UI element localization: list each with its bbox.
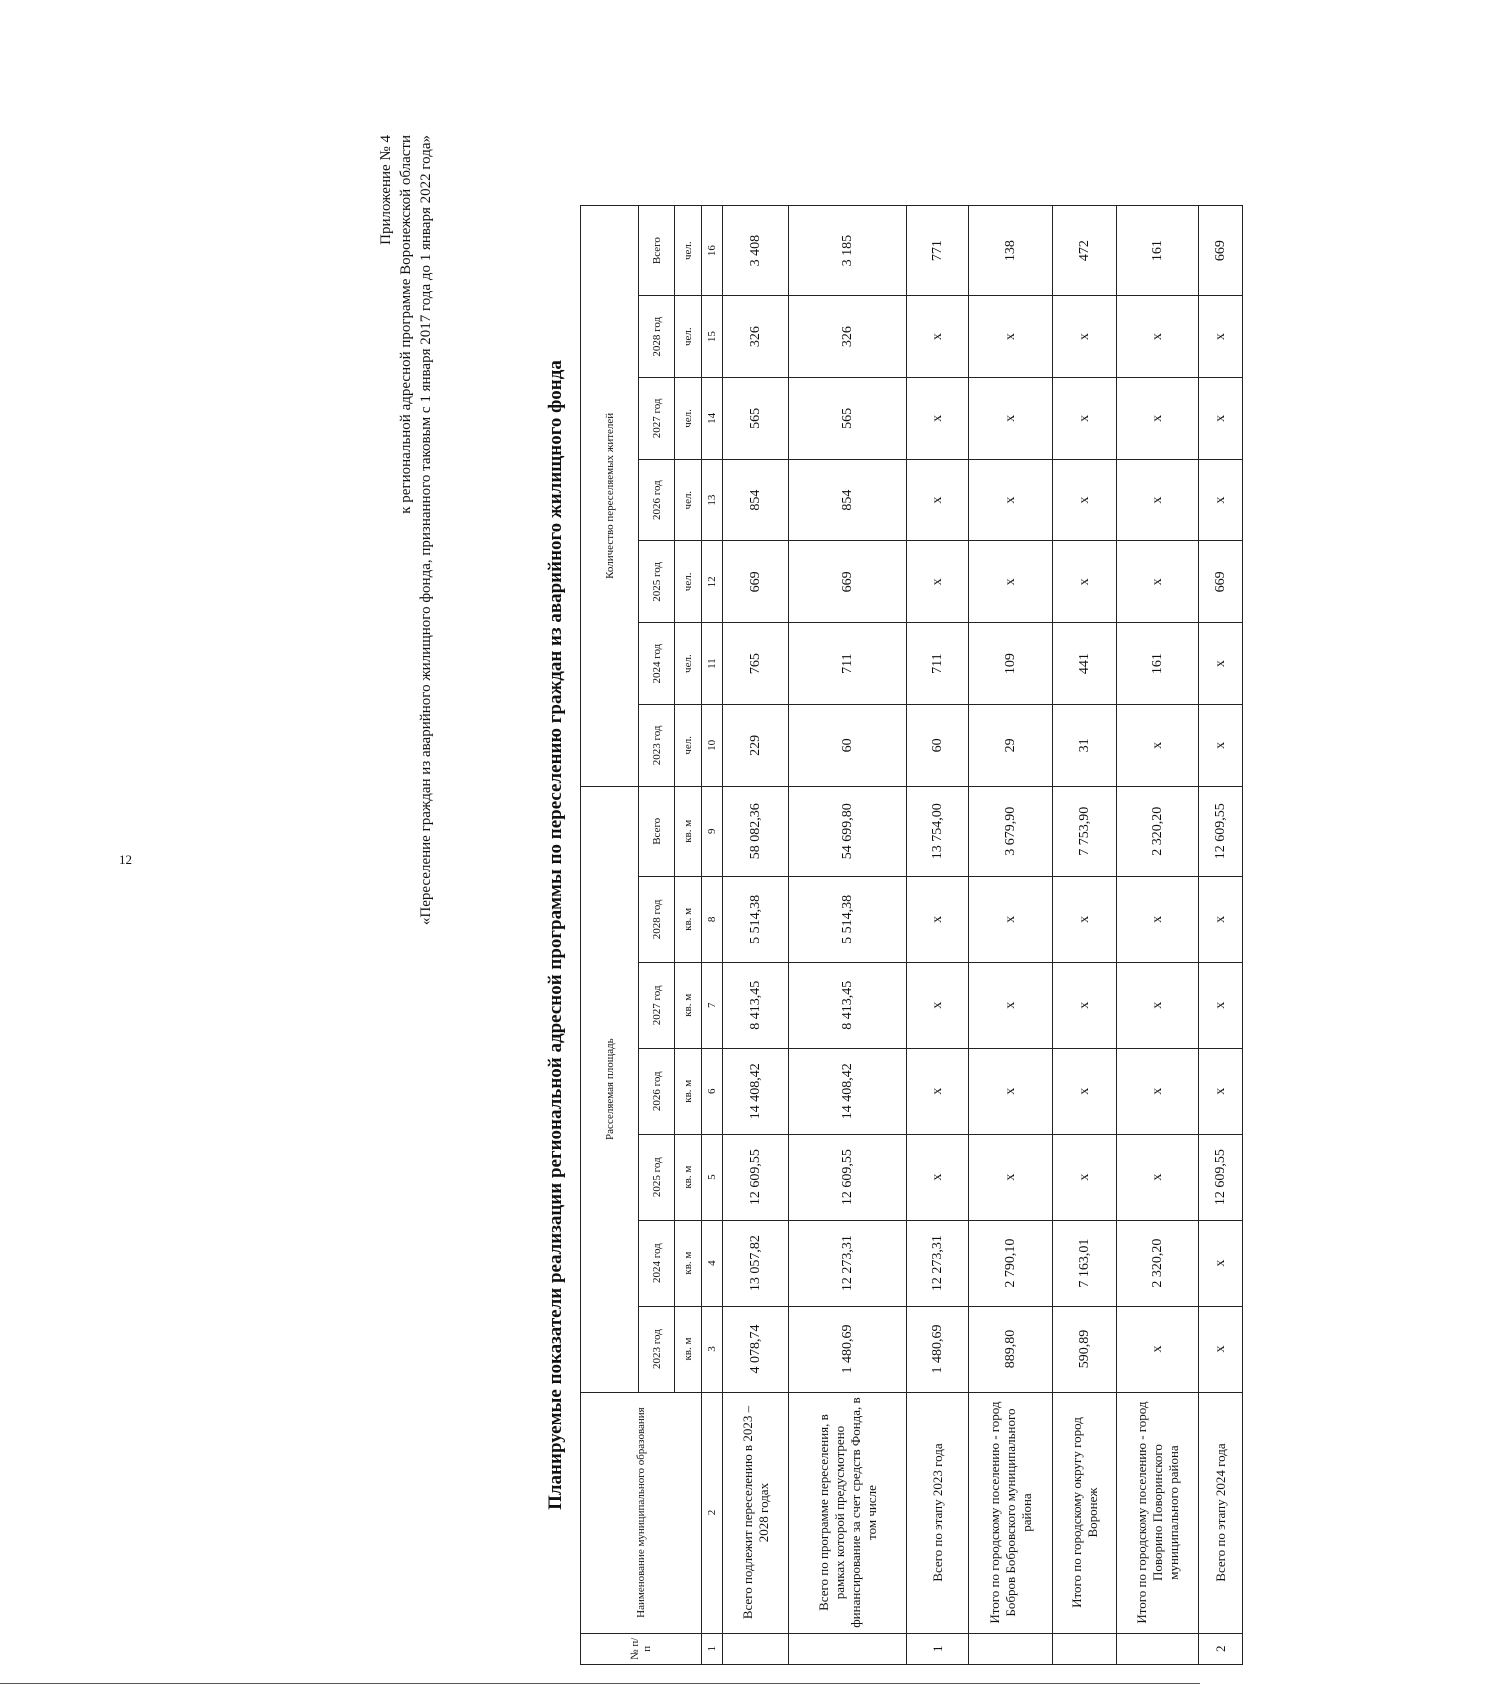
- people-total-cell: 669: [1199, 206, 1243, 296]
- row-name: Всего по этапу 2024 года: [1199, 1392, 1243, 1633]
- people-total-cell: 138: [969, 206, 1053, 296]
- column-number: 12: [702, 541, 723, 623]
- people-cell: x: [1117, 704, 1199, 786]
- header-year: 2028 год: [639, 876, 675, 962]
- area-cell: 12 609,55: [723, 1134, 789, 1220]
- area-cell: x: [1199, 1220, 1243, 1306]
- people-cell: 326: [723, 296, 789, 378]
- area-cell: 14 408,42: [723, 1048, 789, 1134]
- header-year: 2026 год: [639, 459, 675, 541]
- people-cell: 565: [723, 378, 789, 460]
- area-cell: 14 408,42: [789, 1048, 907, 1134]
- appendix-note: [376, 135, 436, 1235]
- row-name: Итого по городскому поселению - город Поворино Поворинского муниципального района: [1117, 1392, 1199, 1633]
- area-cell: 8 413,45: [789, 962, 907, 1048]
- table-row: [1117, 206, 1199, 1665]
- header-year: 2024 год: [639, 1220, 675, 1306]
- area-cell: x: [1053, 962, 1117, 1048]
- people-cell: x: [1117, 541, 1199, 623]
- area-cell: x: [969, 962, 1053, 1048]
- appendix-program: к региональной адресной программе Воронежской области: [398, 135, 414, 514]
- appendix-program-title: «Переселение граждан из аварийного жилищного фонда, признанного таковым с 1 января 2017 года до 1 января 2022 года»: [418, 135, 434, 926]
- area-total-cell: 2 320,20: [1117, 786, 1199, 876]
- unit-area: кв. м: [675, 1306, 702, 1392]
- table-row: [1053, 206, 1117, 1665]
- people-cell: x: [1117, 459, 1199, 541]
- people-cell: 161: [1117, 623, 1199, 705]
- scan-bottom-edge: [0, 1683, 1200, 1684]
- area-cell: x: [1053, 876, 1117, 962]
- column-number: 3: [702, 1306, 723, 1392]
- header-total: Всего: [639, 786, 675, 876]
- unit-people: чел.: [675, 206, 702, 296]
- column-number: 9: [702, 786, 723, 876]
- area-cell: 12 609,55: [789, 1134, 907, 1220]
- header-year: 2025 год: [639, 1134, 675, 1220]
- column-number: 1: [702, 1633, 723, 1664]
- table-row: [907, 206, 969, 1665]
- unit-area: кв. м: [675, 962, 702, 1048]
- column-number: 11: [702, 623, 723, 705]
- area-cell: 7 163,01: [1053, 1220, 1117, 1306]
- row-number: [969, 1633, 1053, 1664]
- people-cell: x: [1199, 378, 1243, 460]
- area-cell: 590,89: [1053, 1306, 1117, 1392]
- unit-area: кв. м: [675, 876, 702, 962]
- area-cell: 13 057,82: [723, 1220, 789, 1306]
- appendix-number: Приложение № 4: [378, 135, 394, 245]
- column-number: 16: [702, 206, 723, 296]
- column-number: 6: [702, 1048, 723, 1134]
- area-cell: 5 514,38: [789, 876, 907, 962]
- people-cell: 711: [789, 623, 907, 705]
- people-cell: x: [969, 459, 1053, 541]
- people-cell: 31: [1053, 704, 1117, 786]
- column-number: 15: [702, 296, 723, 378]
- people-cell: x: [1053, 296, 1117, 378]
- header-year: 2027 год: [639, 962, 675, 1048]
- header-year: 2028 год: [639, 296, 675, 378]
- area-cell: x: [1117, 962, 1199, 1048]
- row-name: Всего подлежит переселению в 2023 – 2028 годах: [723, 1392, 789, 1633]
- people-cell: 109: [969, 623, 1053, 705]
- people-total-cell: 3 408: [723, 206, 789, 296]
- unit-people: чел.: [675, 704, 702, 786]
- header-total: Всего: [639, 206, 675, 296]
- row-name: Всего по программе переселения, в рамках которой предусмотрено финансирование за счет средств Фонда, в том числе: [789, 1392, 907, 1633]
- column-number: 7: [702, 962, 723, 1048]
- area-cell: x: [1053, 1048, 1117, 1134]
- people-cell: 854: [789, 459, 907, 541]
- area-total-cell: 13 754,00: [907, 786, 969, 876]
- area-cell: 2 320,20: [1117, 1220, 1199, 1306]
- people-cell: 29: [969, 704, 1053, 786]
- people-cell: 60: [907, 704, 969, 786]
- area-cell: x: [969, 1048, 1053, 1134]
- area-cell: x: [969, 1134, 1053, 1220]
- people-total-cell: 472: [1053, 206, 1117, 296]
- people-cell: 60: [789, 704, 907, 786]
- people-cell: x: [1117, 296, 1199, 378]
- area-total-cell: 58 082,36: [723, 786, 789, 876]
- people-cell: x: [907, 459, 969, 541]
- area-cell: x: [907, 1048, 969, 1134]
- row-number: 2: [1199, 1633, 1243, 1664]
- area-cell: 1 480,69: [907, 1306, 969, 1392]
- people-cell: 229: [723, 704, 789, 786]
- row-number: [723, 1633, 789, 1664]
- area-cell: 12 609,55: [1199, 1134, 1243, 1220]
- column-number: 8: [702, 876, 723, 962]
- page-number: 12: [119, 852, 132, 867]
- area-cell: x: [1117, 1134, 1199, 1220]
- people-cell: x: [907, 296, 969, 378]
- people-total-cell: 771: [907, 206, 969, 296]
- people-cell: x: [1199, 459, 1243, 541]
- row-name: Итого по городскому поселению - город Бобров Бобровского муниципального района: [969, 1392, 1053, 1633]
- area-cell: 12 273,31: [907, 1220, 969, 1306]
- header-year: 2025 год: [639, 541, 675, 623]
- header-year: 2027 год: [639, 378, 675, 460]
- column-number: 2: [702, 1392, 723, 1633]
- people-cell: x: [907, 378, 969, 460]
- table-row: [1199, 206, 1243, 1665]
- header-people-group: Количество переселяемых жителей: [581, 206, 639, 787]
- people-cell: x: [1117, 378, 1199, 460]
- people-cell: 565: [789, 378, 907, 460]
- people-cell: x: [1199, 623, 1243, 705]
- rotated-page-content: [340, 125, 1500, 1685]
- area-cell: 5 514,38: [723, 876, 789, 962]
- column-number: 14: [702, 378, 723, 460]
- unit-area: кв. м: [675, 1220, 702, 1306]
- people-total-cell: 161: [1117, 206, 1199, 296]
- people-cell: 765: [723, 623, 789, 705]
- document-title: Планируемые показатели реализации региональной адресной программы по переселению граждан из аварийного жилищного фонда: [545, 360, 566, 1510]
- column-number-row: [702, 206, 723, 1665]
- area-cell: 2 790,10: [969, 1220, 1053, 1306]
- area-cell: 8 413,45: [723, 962, 789, 1048]
- row-name: Итого по городскому округу город Воронеж: [1053, 1392, 1117, 1633]
- people-cell: 669: [1199, 541, 1243, 623]
- area-cell: x: [1117, 1048, 1199, 1134]
- area-cell: 12 273,31: [789, 1220, 907, 1306]
- row-number: [1053, 1633, 1117, 1664]
- column-number: 13: [702, 459, 723, 541]
- area-cell: x: [1117, 876, 1199, 962]
- people-cell: x: [969, 378, 1053, 460]
- table-row: [969, 206, 1053, 1665]
- column-number: 4: [702, 1220, 723, 1306]
- people-cell: 441: [1053, 623, 1117, 705]
- unit-people: чел.: [675, 623, 702, 705]
- area-cell: x: [1199, 876, 1243, 962]
- area-cell: x: [1199, 962, 1243, 1048]
- area-total-cell: 3 679,90: [969, 786, 1053, 876]
- people-cell: x: [1199, 296, 1243, 378]
- unit-people: чел.: [675, 541, 702, 623]
- row-number: 1: [907, 1633, 969, 1664]
- area-cell: 1 480,69: [789, 1306, 907, 1392]
- column-number: 5: [702, 1134, 723, 1220]
- people-cell: x: [969, 296, 1053, 378]
- unit-people: чел.: [675, 378, 702, 460]
- people-cell: x: [907, 541, 969, 623]
- area-cell: x: [907, 876, 969, 962]
- people-cell: x: [1053, 459, 1117, 541]
- area-cell: x: [1117, 1306, 1199, 1392]
- people-cell: 669: [789, 541, 907, 623]
- area-total-cell: 12 609,55: [1199, 786, 1243, 876]
- header-area-group: Расселяемая площадь: [581, 786, 639, 1392]
- header-number: № п/п: [581, 1633, 702, 1664]
- unit-people: чел.: [675, 296, 702, 378]
- header-year: 2026 год: [639, 1048, 675, 1134]
- people-cell: 326: [789, 296, 907, 378]
- indicators-table: [580, 205, 1243, 1665]
- unit-area: кв. м: [675, 1048, 702, 1134]
- unit-people: чел.: [675, 459, 702, 541]
- area-cell: x: [907, 962, 969, 1048]
- area-cell: x: [907, 1134, 969, 1220]
- row-number: [1117, 1633, 1199, 1664]
- people-cell: 669: [723, 541, 789, 623]
- column-number: 10: [702, 704, 723, 786]
- header-year: 2023 год: [639, 704, 675, 786]
- area-cell: x: [1199, 1306, 1243, 1392]
- people-cell: x: [969, 541, 1053, 623]
- table-row: [789, 206, 907, 1665]
- row-number: [789, 1633, 907, 1664]
- area-total-cell: 7 753,90: [1053, 786, 1117, 876]
- people-total-cell: 3 185: [789, 206, 907, 296]
- area-total-cell: 54 699,80: [789, 786, 907, 876]
- people-cell: x: [1053, 378, 1117, 460]
- area-cell: x: [1199, 1048, 1243, 1134]
- table-row: [723, 206, 789, 1665]
- area-cell: x: [1053, 1134, 1117, 1220]
- header-year: 2023 год: [639, 1306, 675, 1392]
- people-cell: 711: [907, 623, 969, 705]
- unit-area: кв. м: [675, 786, 702, 876]
- area-cell: x: [969, 876, 1053, 962]
- people-cell: x: [1199, 704, 1243, 786]
- people-cell: x: [1053, 541, 1117, 623]
- unit-area: кв. м: [675, 1134, 702, 1220]
- area-cell: 889,80: [969, 1306, 1053, 1392]
- people-cell: 854: [723, 459, 789, 541]
- header-year: 2024 год: [639, 623, 675, 705]
- row-name: Всего по этапу 2023 года: [907, 1392, 969, 1633]
- header-municipality: Наименование муниципального образования: [581, 1392, 702, 1633]
- area-cell: 4 078,74: [723, 1306, 789, 1392]
